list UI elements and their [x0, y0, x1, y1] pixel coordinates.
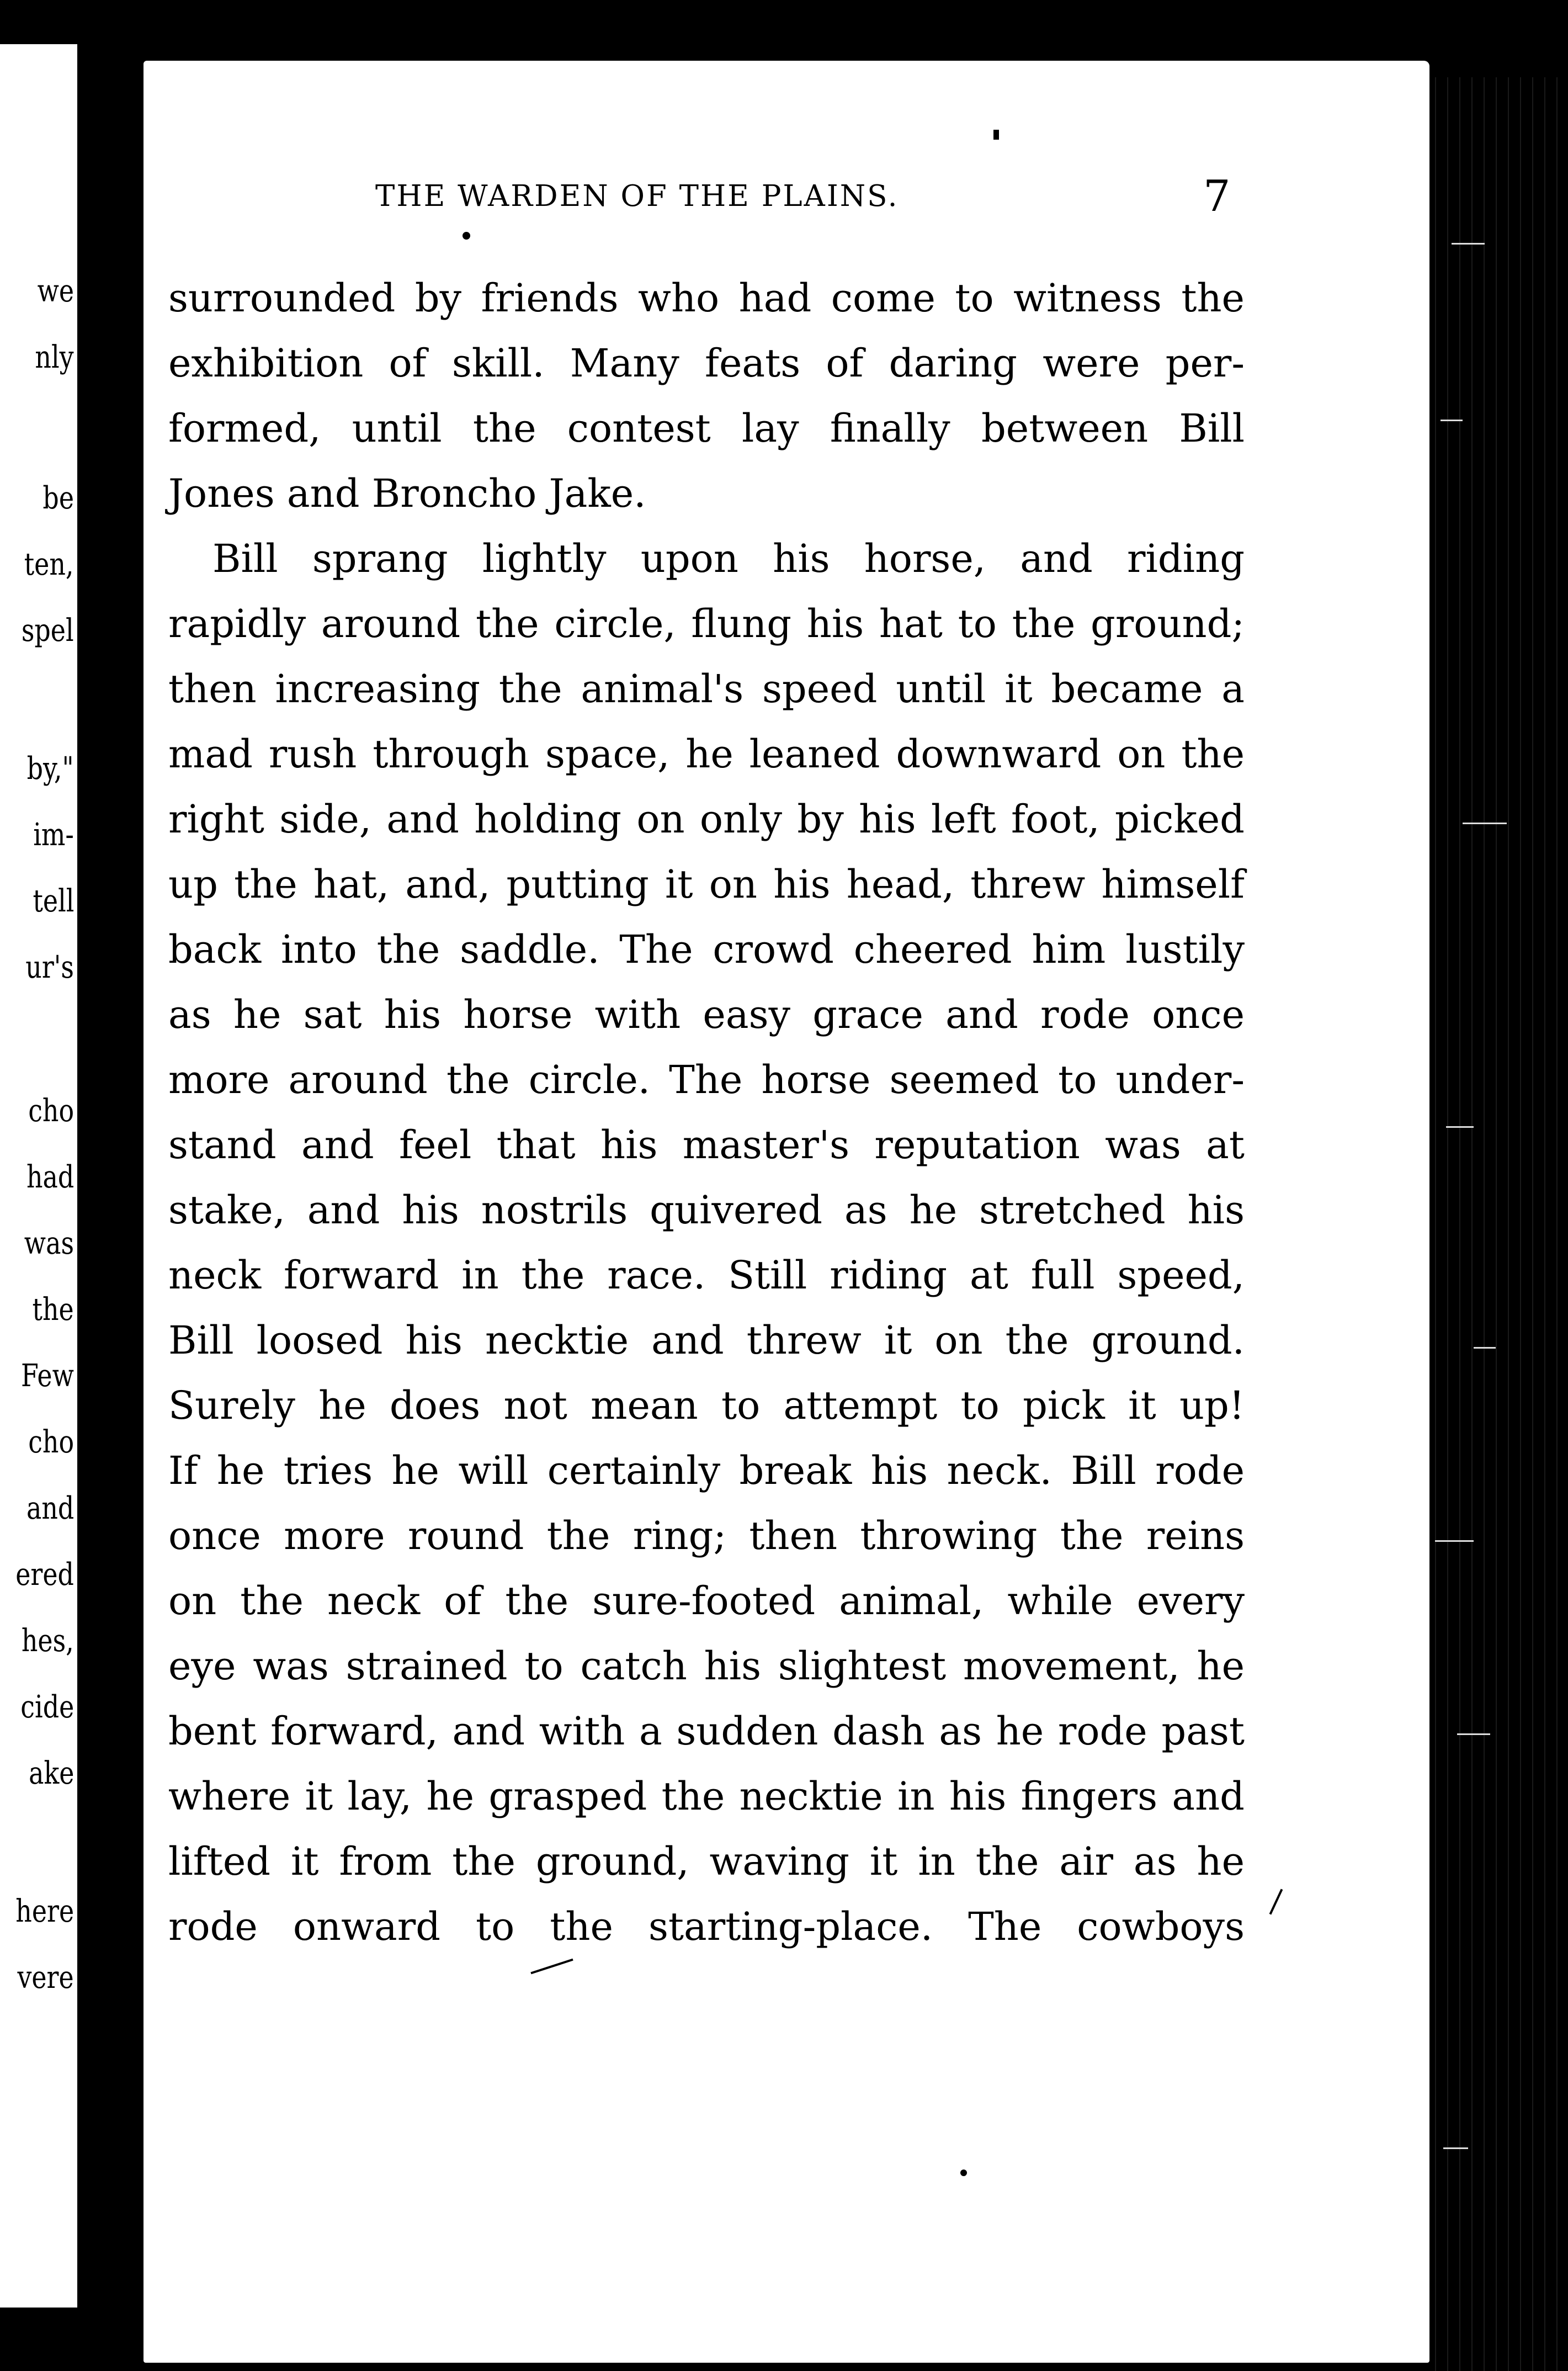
text-line: on the neck of the sure-footed animal, while every	[168, 1578, 1245, 1624]
text-line: then increasing the animal's speed until it became a	[168, 666, 1245, 712]
facing-fragment: cide	[20, 1689, 74, 1725]
text-line: up the hat, and, putting it on his head, threw himself	[168, 862, 1245, 907]
text-line: Surely he does not mean to attempt to pick it up!	[168, 1383, 1245, 1428]
page-stack-edge	[1429, 77, 1568, 2371]
facing-fragment: nly	[35, 340, 74, 375]
text-line: stand and feel that his master's reputation was at	[168, 1122, 1245, 1168]
facing-fragment: here	[15, 1893, 74, 1929]
text-line: as he sat his horse with easy grace and rode once	[168, 992, 1245, 1037]
facing-fragment: had	[26, 1159, 74, 1195]
facing-fragment: spel	[22, 613, 74, 649]
running-title: THE WARDEN OF THE PLAINS.	[375, 179, 899, 213]
text-line: eye was strained to catch his slightest movement, he	[168, 1643, 1245, 1689]
facing-fragment: was	[24, 1226, 74, 1261]
text-line: Jones and Broncho Jake.	[168, 471, 646, 516]
facing-fragment: the	[32, 1292, 74, 1328]
facing-fragment: vere	[17, 1960, 74, 1996]
text-line: exhibition of skill. Many feats of daring were per-	[168, 341, 1245, 386]
text-line: where it lay, he grasped the necktie in his fingers and	[168, 1774, 1245, 1819]
text-line: mad rush through space, he leaned downward on the	[168, 731, 1245, 777]
facing-fragment: by,"	[27, 751, 74, 787]
text-line: right side, and holding on only by his left foot, picked	[168, 797, 1245, 842]
text-line: formed, until the contest lay finally between Bill	[168, 406, 1245, 451]
facing-fragment: we	[37, 273, 74, 309]
facing-fragment: ten,	[24, 547, 74, 582]
text-line: rode onward to the starting-place. The cowboys	[168, 1904, 1245, 1949]
running-head	[232, 172, 1280, 224]
scan-speck	[993, 130, 999, 140]
facing-fragment: cho	[28, 1093, 74, 1129]
facing-fragment: im-	[33, 817, 74, 853]
scan-speck	[960, 2170, 967, 2176]
scan-speck	[463, 232, 470, 240]
book-gutter	[77, 0, 155, 2371]
facing-fragment: be	[42, 480, 74, 516]
facing-page-edge	[0, 44, 77, 2308]
text-line: bent forward, and with a sudden dash as he rode past	[168, 1709, 1245, 1754]
text-line: rapidly around the circle, flung his hat to the ground;	[168, 601, 1245, 646]
facing-fragment: tell	[32, 883, 74, 919]
text-line: lifted it from the ground, waving it in the air as he	[168, 1839, 1245, 1884]
facing-fragment: and	[26, 1491, 74, 1526]
facing-fragment: hes,	[22, 1623, 74, 1659]
facing-fragment: ered	[15, 1557, 74, 1593]
facing-fragment: cho	[28, 1424, 74, 1460]
facing-fragment: Few	[21, 1358, 74, 1394]
text-line: stake, and his nostrils quivered as he stretched his	[168, 1187, 1245, 1233]
text-line: Bill loosed his necktie and threw it on the ground.	[168, 1318, 1245, 1363]
text-line: Bill sprang lightly upon his horse, and riding	[212, 536, 1245, 581]
text-line: once more round the ring; then throwing the reins	[168, 1513, 1245, 1558]
facing-fragment: ur's	[25, 950, 74, 985]
text-line: neck forward in the race. Still riding at full speed,	[168, 1253, 1245, 1298]
text-line: more around the circle. The horse seemed to under-	[168, 1057, 1245, 1102]
facing-fragment: ake	[28, 1755, 74, 1791]
text-line: surrounded by friends who had come to witness the	[168, 275, 1245, 321]
text-line: If he tries he will certainly break his neck. Bill rode	[168, 1448, 1245, 1493]
text-line: back into the saddle. The crowd cheered him lustily	[168, 927, 1245, 972]
page-number: 7	[1203, 172, 1231, 221]
